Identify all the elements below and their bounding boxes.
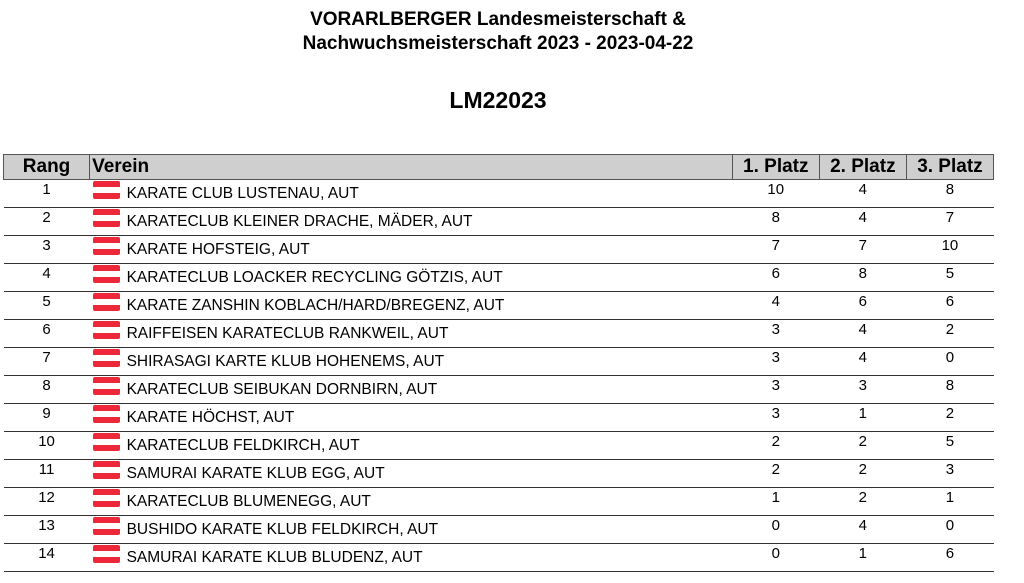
platz3-count: 6 — [906, 292, 993, 320]
table-row — [4, 516, 994, 544]
club-cell — [90, 404, 733, 432]
rank-cell: 2 — [4, 208, 90, 236]
table-row — [4, 376, 994, 404]
platz3-count: 6 — [906, 544, 993, 572]
club-cell — [90, 264, 733, 292]
platz2-count: 2 — [819, 432, 906, 460]
austria-flag-icon — [93, 461, 120, 479]
table-header — [4, 155, 994, 180]
rank-cell: 11 — [4, 460, 90, 488]
platz1-count: 2 — [732, 460, 819, 488]
austria-flag-icon — [93, 237, 120, 255]
table-row — [4, 488, 994, 516]
austria-flag-icon — [93, 321, 120, 339]
club-name: KARATECLUB SEIBUKAN DORNBIRN, AUT — [126, 381, 438, 398]
rank-cell: 4 — [4, 264, 90, 292]
austria-flag-icon — [93, 209, 120, 227]
club-cell — [90, 488, 733, 516]
austria-flag-icon — [93, 517, 120, 535]
austria-flag-icon — [93, 293, 120, 311]
platz3-count: 8 — [906, 180, 993, 208]
table-row — [4, 180, 994, 208]
platz3-count: 1 — [906, 488, 993, 516]
platz3-count: 2 — [906, 320, 993, 348]
austria-flag-icon — [93, 181, 120, 199]
club-name: KARATECLUB LOACKER RECYCLING GÖTZIS, AUT — [126, 269, 503, 286]
platz1-count: 6 — [732, 264, 819, 292]
platz2-count: 4 — [819, 348, 906, 376]
platz1-count: 8 — [732, 208, 819, 236]
platz1-count: 4 — [732, 292, 819, 320]
club-name: KARATECLUB BLUMENEGG, AUT — [126, 493, 371, 510]
column-header-platz1: 1. Platz — [732, 155, 819, 180]
platz2-count: 1 — [819, 404, 906, 432]
austria-flag-icon — [93, 349, 120, 367]
table-row — [4, 348, 994, 376]
platz1-count: 1 — [732, 488, 819, 516]
platz2-count: 3 — [819, 376, 906, 404]
club-name: SAMURAI KARATE KLUB BLUDENZ, AUT — [126, 549, 423, 566]
table-row — [4, 320, 994, 348]
table-row — [4, 208, 994, 236]
platz2-count: 4 — [819, 320, 906, 348]
platz2-count: 1 — [819, 544, 906, 572]
club-name: SHIRASAGI KARTE KLUB HOHENEMS, AUT — [126, 353, 445, 370]
rank-cell: 3 — [4, 236, 90, 264]
platz3-count: 3 — [906, 460, 993, 488]
platz3-count: 10 — [906, 236, 993, 264]
platz2-count: 2 — [819, 488, 906, 516]
austria-flag-icon — [93, 489, 120, 507]
rank-cell: 5 — [4, 292, 90, 320]
rank-cell: 10 — [4, 432, 90, 460]
austria-flag-icon — [93, 433, 120, 451]
column-header-rang: Rang — [4, 155, 90, 180]
austria-flag-icon — [93, 377, 120, 395]
platz1-count: 3 — [732, 348, 819, 376]
platz1-count: 0 — [732, 544, 819, 572]
rank-cell: 7 — [4, 348, 90, 376]
platz2-count: 2 — [819, 460, 906, 488]
austria-flag-icon — [93, 545, 120, 563]
platz3-count: 0 — [906, 516, 993, 544]
platz3-count: 7 — [906, 208, 993, 236]
platz2-count: 6 — [819, 292, 906, 320]
medal-table — [3, 154, 994, 572]
platz3-count: 0 — [906, 348, 993, 376]
club-cell — [90, 180, 733, 208]
rank-cell: 8 — [4, 376, 90, 404]
page-title — [0, 8, 996, 56]
platz1-count: 10 — [732, 180, 819, 208]
club-cell — [90, 348, 733, 376]
club-name: KARATE HOFSTEIG, AUT — [126, 241, 310, 258]
club-name: KARATE CLUB LUSTENAU, AUT — [126, 185, 359, 202]
club-cell — [90, 544, 733, 572]
platz2-count: 8 — [819, 264, 906, 292]
table-row — [4, 236, 994, 264]
column-header-verein: Verein — [90, 155, 733, 180]
club-cell — [90, 236, 733, 264]
club-name: BUSHIDO KARATE KLUB FELDKIRCH, AUT — [126, 521, 439, 538]
table-row — [4, 264, 994, 292]
table-row — [4, 292, 994, 320]
club-name: KARATE ZANSHIN KOBLACH/HARD/BREGENZ, AUT — [126, 297, 505, 314]
table-body — [4, 180, 994, 572]
platz3-count: 8 — [906, 376, 993, 404]
platz1-count: 3 — [732, 376, 819, 404]
competition-code: LM22023 — [449, 87, 547, 113]
rank-cell: 1 — [4, 180, 90, 208]
club-cell — [90, 432, 733, 460]
platz2-count: 7 — [819, 236, 906, 264]
platz3-count: 5 — [906, 264, 993, 292]
club-cell — [90, 208, 733, 236]
austria-flag-icon — [93, 405, 120, 423]
rank-cell: 6 — [4, 320, 90, 348]
club-cell — [90, 376, 733, 404]
title-line-1: VORARLBERGER Landesmeisterschaft & — [310, 9, 686, 30]
club-name: KARATECLUB FELDKIRCH, AUT — [126, 437, 360, 454]
platz3-count: 2 — [906, 404, 993, 432]
table-row — [4, 544, 994, 572]
title-line-2: Nachwuchsmeisterschaft 2023 - 2023-04-22 — [302, 33, 694, 54]
club-name: RAIFFEISEN KARATECLUB RANKWEIL, AUT — [126, 325, 449, 342]
club-cell — [90, 460, 733, 488]
platz1-count: 3 — [732, 404, 819, 432]
platz3-count: 5 — [906, 432, 993, 460]
platz1-count: 0 — [732, 516, 819, 544]
rank-cell: 9 — [4, 404, 90, 432]
table-row — [4, 432, 994, 460]
platz2-count: 4 — [819, 180, 906, 208]
platz1-count: 3 — [732, 320, 819, 348]
platz2-count: 4 — [819, 516, 906, 544]
rank-cell: 12 — [4, 488, 90, 516]
club-name: KARATE HÖCHST, AUT — [126, 409, 295, 426]
club-name: KARATECLUB KLEINER DRACHE, MÄDER, AUT — [126, 213, 473, 230]
club-cell — [90, 516, 733, 544]
platz1-count: 7 — [732, 236, 819, 264]
column-header-platz3: 3. Platz — [906, 155, 993, 180]
club-name: SAMURAI KARATE KLUB EGG, AUT — [126, 465, 385, 482]
table-row — [4, 404, 994, 432]
platz2-count: 4 — [819, 208, 906, 236]
table-row — [4, 460, 994, 488]
club-cell — [90, 320, 733, 348]
platz1-count: 2 — [732, 432, 819, 460]
rank-cell: 14 — [4, 544, 90, 572]
column-header-platz2: 2. Platz — [819, 155, 906, 180]
austria-flag-icon — [93, 265, 120, 283]
club-cell — [90, 292, 733, 320]
rank-cell: 13 — [4, 516, 90, 544]
